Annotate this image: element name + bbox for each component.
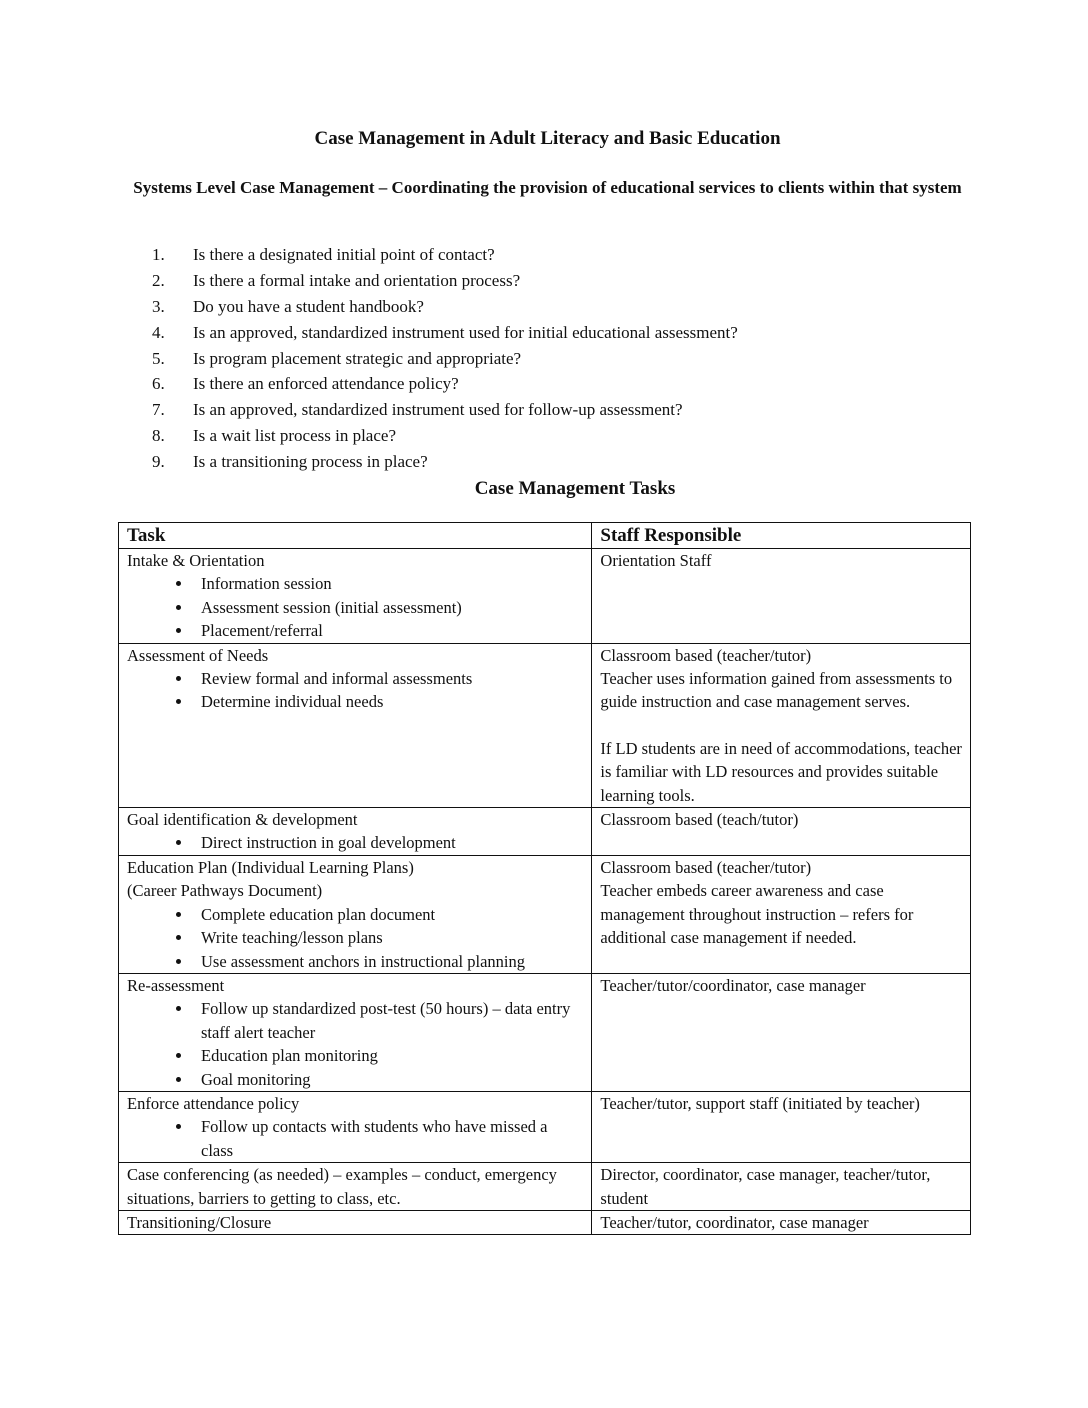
task-name: Re-assessment (127, 975, 225, 995)
task-name: Enforce attendance policy (127, 1093, 300, 1113)
task-bullet-item: • Information session (193, 572, 583, 595)
question-item (152, 242, 738, 268)
task-bullet-item: • Direct instruction in goal development (193, 831, 583, 854)
table-row (119, 643, 971, 807)
staff-cell (592, 808, 971, 856)
table-row (119, 1163, 971, 1211)
question-text: Is an approved, standardized instrument used for follow-up assessment? (193, 400, 683, 420)
staff-cell (592, 643, 971, 807)
question-list (152, 242, 738, 475)
column-header-staff: Staff Responsible (592, 523, 971, 549)
question-item (152, 294, 738, 320)
task-cell (119, 643, 592, 807)
task-name: (Career Pathways Document) (127, 881, 323, 901)
table-header-row (119, 523, 971, 549)
column-header-task: Task (119, 523, 592, 549)
question-text: Is there a designated initial point of contact? (193, 245, 495, 264)
task-bullet-item: • Complete education plan document (193, 903, 583, 926)
staff-cell (592, 549, 971, 644)
task-name: Education Plan (Individual Learning Plans) (127, 857, 414, 877)
task-cell (119, 973, 592, 1091)
question-item (152, 423, 738, 449)
task-name: Assessment of Needs (127, 645, 269, 665)
question-text: Do you have a student handbook? (193, 296, 424, 316)
task-bullet-list (127, 572, 583, 642)
question-number: 8. (152, 426, 165, 446)
question-number: 9. (152, 452, 165, 472)
task-name: Intake & Orientation (127, 551, 265, 570)
table-row (119, 808, 971, 856)
task-bullet-list (127, 667, 583, 714)
staff-text: Classroom based (teacher/tutor) (600, 645, 812, 665)
task-bullet-item: • Use assessment anchors in instructional planning (193, 950, 583, 973)
staff-text: Teacher/tutor, support staff (initiated by teacher) (600, 1093, 920, 1113)
table-row (119, 549, 971, 644)
staff-text: Teacher uses information gained from assessments to guide instruction and case management serves. (600, 669, 953, 712)
tasks-table (118, 522, 971, 1235)
task-bullet-list (127, 997, 583, 1091)
task-cell (119, 1091, 592, 1162)
question-text: Is an approved, standardized instrument used for initial educational assessment? (193, 322, 738, 342)
question-text: Is a transitioning process in place? (193, 452, 428, 472)
task-cell (119, 1163, 592, 1211)
task-name: Goal identification & development (127, 810, 358, 830)
task-cell (119, 1210, 592, 1234)
table-row (119, 1091, 971, 1162)
task-bullet-item: • Review formal and informal assessments (193, 667, 583, 690)
task-bullet-item: • Follow up standardized post-test (50 hours) – data entry staff alert teacher (193, 997, 583, 1044)
question-number: 3. (152, 296, 165, 316)
staff-text: Classroom based (teacher/tutor) (600, 857, 812, 877)
question-number: 6. (152, 374, 165, 394)
staff-text: Teacher embeds career awareness and case management throughout instruction – refers for additional case management if needed. (600, 881, 914, 948)
question-item (152, 397, 738, 423)
task-cell (119, 549, 592, 644)
staff-cell (592, 1210, 971, 1234)
task-cell (119, 808, 592, 856)
document-subtitle: Systems Level Case Management – Coordinating the provision of educational services to clients within that system (133, 178, 962, 197)
task-bullet-list (127, 1115, 583, 1162)
question-item (152, 449, 738, 475)
task-bullet-item: • Follow up contacts with students who have missed a class (193, 1115, 583, 1162)
question-number: 2. (152, 270, 165, 290)
question-number: 1. (152, 245, 165, 264)
task-name: Transitioning/Closure (127, 1212, 272, 1232)
table-row (119, 973, 971, 1091)
task-bullet-list (127, 831, 583, 854)
task-bullet-item: • Assessment session (initial assessment) (193, 596, 583, 619)
task-bullet-list (127, 903, 583, 973)
staff-text: Classroom based (teach/tutor) (600, 810, 799, 830)
staff-note: If LD students are in need of accommodations, teacher is familiar with LD resources and provides suitable learning tools. (600, 738, 962, 805)
question-number: 4. (152, 322, 165, 342)
question-item (152, 346, 738, 372)
staff-text: Director, coordinator, case manager, teacher/tutor, student (600, 1165, 931, 1208)
staff-cell (592, 973, 971, 1091)
table-row (119, 1210, 971, 1234)
staff-cell (592, 855, 971, 973)
task-name: Case conferencing (as needed) – examples – conduct, emergency situations, barriers to getting to class, etc. (127, 1165, 557, 1208)
question-number: 5. (152, 348, 165, 368)
task-bullet-item: • Write teaching/lesson plans (193, 926, 583, 949)
staff-text: Teacher/tutor, coordinator, case manager (600, 1212, 869, 1232)
task-bullet-item: • Determine individual needs (193, 690, 583, 713)
task-bullet-item: • Placement/referral (193, 619, 583, 642)
table-row (119, 855, 971, 973)
question-text: Is a wait list process in place? (193, 426, 396, 446)
tasks-heading: Case Management Tasks (474, 478, 676, 499)
staff-text: Orientation Staff (600, 551, 712, 570)
staff-text: Teacher/tutor/coordinator, case manager (600, 975, 866, 995)
staff-cell (592, 1091, 971, 1162)
question-number: 7. (152, 400, 165, 420)
task-cell (119, 855, 592, 973)
question-text: Is program placement strategic and appropriate? (193, 348, 522, 368)
question-item (152, 268, 738, 294)
task-bullet-item: • Education plan monitoring (193, 1044, 583, 1067)
question-item (152, 371, 738, 397)
question-text: Is there a formal intake and orientation process? (193, 270, 521, 290)
paragraph-gap (600, 714, 962, 737)
document-title: Case Management in Adult Literacy and Basic Education (314, 128, 781, 149)
task-bullet-item: • Goal monitoring (193, 1068, 583, 1091)
question-text: Is there an enforced attendance policy? (193, 374, 459, 394)
staff-cell (592, 1163, 971, 1211)
question-item (152, 320, 738, 346)
